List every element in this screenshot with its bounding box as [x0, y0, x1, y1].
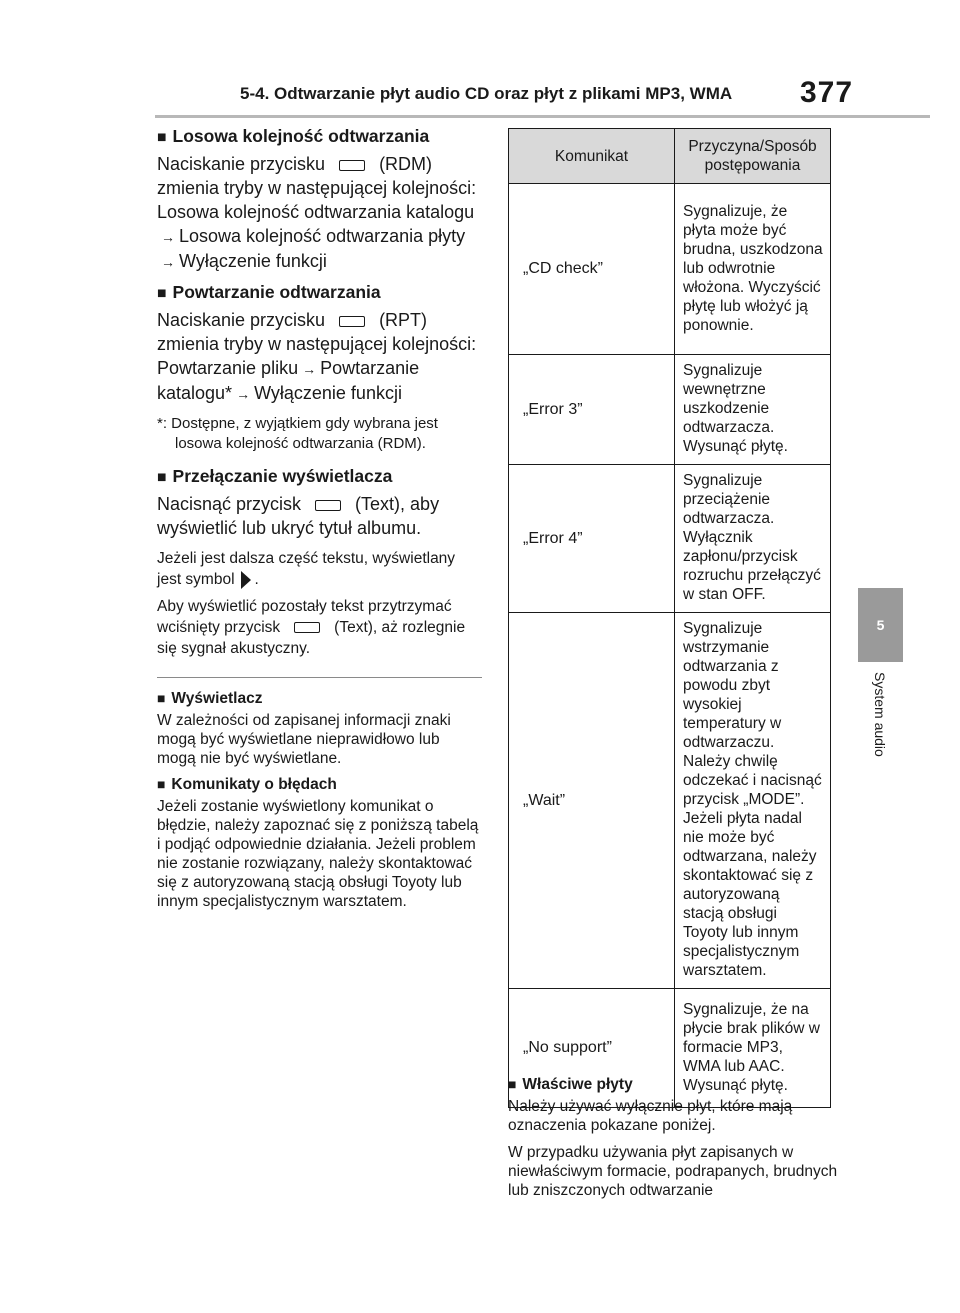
action-cell: Sygnalizuje przeciążenie odtwarzacza. Wyłącznik zapłonu/przycisk rozruchu przełączyć w stan OFF.	[675, 465, 831, 613]
random-paragraph: Naciskanie przycisku (RDM) zmienia tryby w następującej kolejności: Losowa kolejność odtwarzania katalogu→ Losowa kolejność odtwarzania płyty→ Wyłączenie funkcji	[157, 152, 482, 274]
arrow-right-icon: →	[161, 254, 175, 270]
arrow-right-icon: →	[302, 361, 317, 377]
action-cell: Sygnalizuje, że płyta może być brudna, uszkodzona lub odwrotnie włożona. Wyczyścić płytę lub włożyć ją ponownie.	[675, 184, 831, 355]
subheading-screen: ■ Wyświetlacz	[157, 690, 263, 707]
header-rule	[155, 115, 930, 118]
display-hold-text: Aby wyświetlić pozostały tekst przytrzymać wciśnięty przycisk (Text), aż rozlegnie się sygnał akustyczny.	[157, 598, 466, 657]
action-cell: Sygnalizuje wewnętrzne uszkodzenie odtwarzacza. Wysunąć płytę.	[675, 355, 831, 465]
action-cell: Sygnalizuje, że na płycie brak plików w formacie MP3, WMA lub AAC. Wysunąć płytę.	[675, 989, 831, 1108]
text-button-icon	[315, 500, 341, 511]
left-column	[157, 126, 482, 919]
display-paragraph: Nacisnąć przycisk (Text), aby wyświetlić lub ukryć tytuł albumu.	[157, 494, 440, 538]
subheading-discs: ■ Właściwe płyty	[508, 1076, 633, 1093]
errors-paragraph: Jeżeli zostanie wyświetlony komunikat o błędzie, należy zapoznać się z poniższą tabelą i podjąć odpowiednie działania. Jeżeli problem nie zostanie rozwiązany, należy skontaktować się z autoryzowaną stacją obsługi Toyoty lub innym specjalistycznym warsztatem.	[157, 798, 479, 910]
table-header-cell: Przyczyna/Sposób postępowania	[675, 129, 831, 184]
chapter-tab	[858, 588, 903, 662]
message-cell: „Error 4”	[509, 465, 675, 613]
footnote: *: Dostępne, z wyjątkiem gdy wybrana jest losowa kolejność odtwarzania (RDM).	[157, 415, 438, 452]
divider	[157, 677, 482, 678]
message-cell: „Error 3”	[509, 355, 675, 465]
bullet-square-icon: ■	[157, 690, 166, 706]
rpt-button-icon	[339, 316, 365, 327]
discs-paragraph-1: Należy używać wyłącznie płyt, które mają oznaczenia pokazane poniżej.	[508, 1098, 793, 1134]
rdm-button-icon	[339, 160, 365, 171]
display-more-text: Jeżeli jest dalsza część tekstu, wyświetlany jest symbol .	[157, 550, 456, 588]
text-button-icon	[294, 622, 320, 633]
header-title: 5-4. Odtwarzanie płyt audio CD oraz płyt z plikami MP3, WMA	[240, 84, 733, 103]
table-row	[509, 355, 831, 465]
chapter-label: System audio	[872, 672, 888, 757]
table-header-row	[509, 129, 831, 184]
message-cell: „CD check”	[509, 184, 675, 355]
bullet-square-icon: ■	[157, 285, 167, 302]
more-text-icon	[241, 571, 251, 589]
section-heading-display: ■ Przełączanie wyświetlacza	[157, 466, 393, 486]
arrow-right-icon: →	[161, 229, 175, 245]
arrow-right-icon: →	[236, 386, 251, 402]
table-header-cell: Komunikat	[509, 129, 675, 184]
screen-paragraph: W zależności od zapisanej informacji znaki mogą być wyświetlane nieprawidłowo lub mogą nie być wyświetlane.	[157, 712, 451, 767]
section-heading-random: ■ Losowa kolejność odtwarzania	[157, 126, 430, 146]
bullet-square-icon: ■	[508, 1076, 517, 1092]
repeat-paragraph: Naciskanie przycisku (RPT) zmienia tryby w następującej kolejności: Powtarzanie pliku → Powtarzanie katalogu* → Wyłączenie funkcji	[157, 308, 482, 406]
table-row	[509, 465, 831, 613]
message-cell: „Wait”	[509, 613, 675, 989]
discs-paragraph-2: W przypadku używania płyt zapisanych w niewłaściwym formacie, podrapanych, brudnych lub zniszczonych odtwarzanie	[508, 1144, 838, 1199]
bullet-square-icon: ■	[157, 776, 166, 792]
message-cell: „No support”	[509, 989, 675, 1108]
bullet-square-icon: ■	[157, 469, 167, 486]
table-row	[509, 184, 831, 355]
error-messages-table	[508, 128, 831, 1108]
subheading-errors: ■ Komunikaty o błędach	[157, 776, 337, 793]
table-row	[509, 613, 831, 989]
chapter-number: 5	[876, 617, 885, 633]
section-heading-repeat: ■ Powtarzanie odtwarzania	[157, 282, 381, 302]
page-number: 377	[800, 76, 854, 109]
proper-discs-section	[508, 1076, 838, 1208]
bullet-square-icon: ■	[157, 129, 167, 146]
action-cell: Sygnalizuje wstrzymanie odtwarzania z powodu zbyt wysokiej temperatury w odtwarzaczu. Należy chwilę odczekać i nacisnąć przycisk „MODE”. Jeżeli płyta nadal nie może być odtwarzana, należy skontaktować się z autoryzowaną stacją obsługi Toyoty lub innym specjalistycznym warsztatem.	[675, 613, 831, 989]
